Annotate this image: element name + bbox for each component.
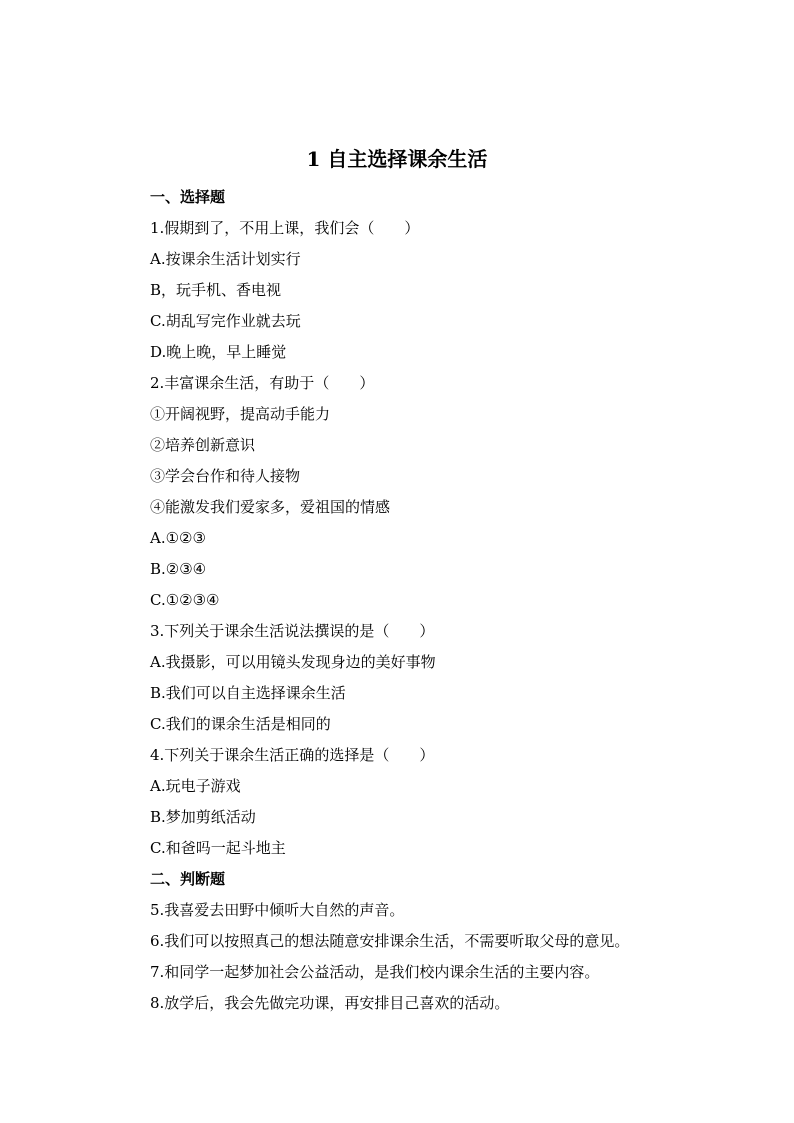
question-6: 6.我们可以按照真己的想法随意安排课余生活，不需要听取父母的意见。 (150, 932, 630, 950)
option-line: C.和爸吗一起斗地主 (150, 839, 286, 857)
section-multiple-choice (150, 182, 710, 864)
question-5: 5.我喜爱去田野中倾听大自然的声音。 (150, 901, 405, 919)
option-line: B.②③④ (150, 560, 207, 578)
document-body (150, 182, 710, 1019)
question-7: 7.和同学一起梦加社会公益活动，是我们校内课余生活的主要内容。 (150, 963, 600, 981)
question-2: 2.丰富课余生活，有助于（ ） (150, 374, 375, 392)
statement-line: ②培养创新意识 (150, 436, 256, 454)
option-line: B，玩手机、香电视 (150, 281, 282, 299)
question-8: 8.放学后，我会先做完功课，再安排目己喜欢的活动。 (150, 994, 510, 1012)
section-heading: 一、选择题 (150, 188, 226, 206)
option-line: A.按课余生活计划实行 (150, 250, 301, 268)
question-1: 1.假期到了，不用上课，我们会（ ） (150, 219, 420, 237)
section-heading: 二、判断题 (150, 870, 226, 888)
option-line: B.梦加剪纸活动 (150, 808, 256, 826)
option-line: C.胡乱写完作业就去玩 (150, 312, 301, 330)
question-3: 3.下列关于课余生活说法撰误的是（ ） (150, 622, 435, 640)
option-line: A.①②③ (150, 529, 206, 547)
document-title: 1 自主选择课余生活 (306, 147, 488, 171)
question-4: 4.下列关于课余生活正确的选择是（ ） (150, 746, 435, 764)
statement-line: ③学会台作和待人接物 (150, 467, 301, 485)
option-line: A.我摄影，可以用镜头发现身边的美好事物 (150, 653, 436, 671)
option-line: C.我们的课余生活是相同的 (150, 715, 331, 733)
option-line: B.我们可以自主选择课余生活 (150, 684, 346, 702)
option-line: C.①②③④ (150, 591, 220, 609)
option-line: A.玩电子游戏 (150, 777, 241, 795)
statement-line: ①开阔视野，提高动手能力 (150, 405, 331, 423)
statement-line: ④能激发我们爱家多，爱祖国的情感 (150, 498, 391, 516)
section-true-false (150, 864, 710, 1019)
option-line: D.晚上晚，早上睡觉 (150, 343, 287, 361)
